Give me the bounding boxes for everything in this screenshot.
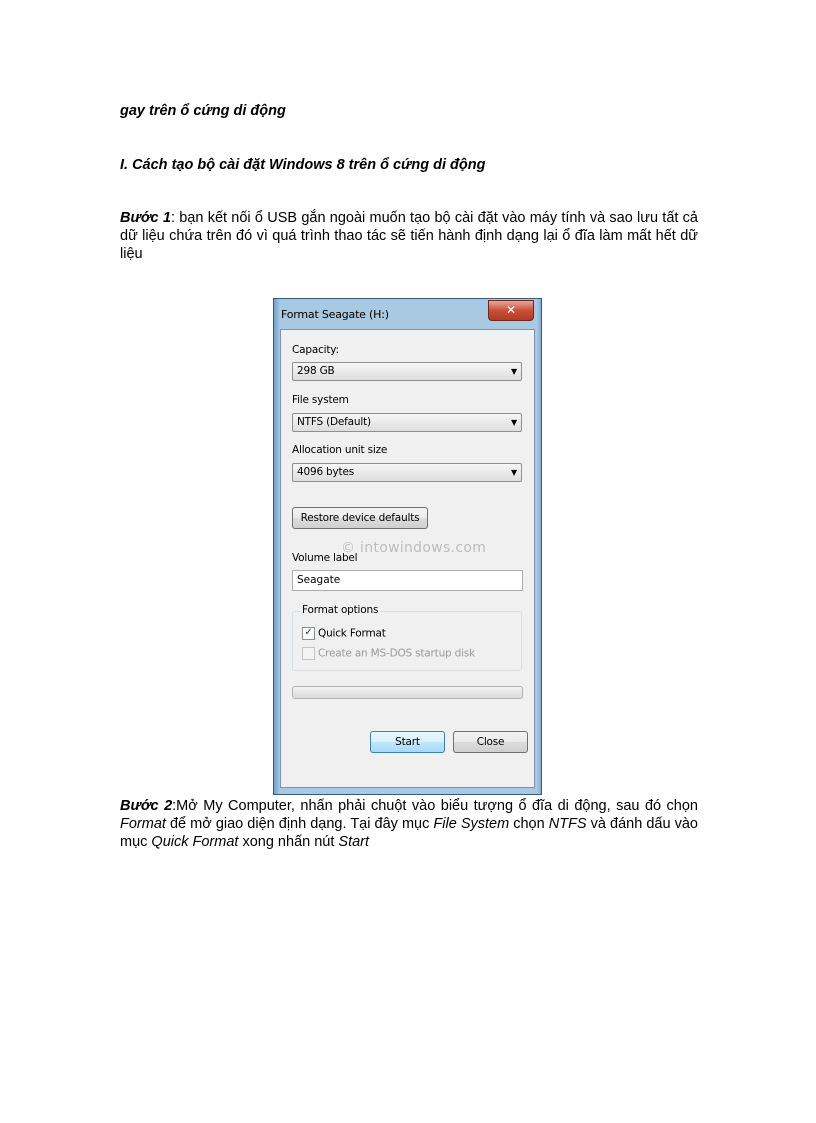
section-title: I. Cách tạo bộ cài đặt Windows 8 trên ổ cứng di động xyxy=(120,157,486,173)
section-heading: gay trên ổ cứng di động xyxy=(120,103,286,119)
capacity-value: 298 GB xyxy=(297,365,335,377)
format-progress-bar xyxy=(292,686,523,699)
capacity-label: Capacity: xyxy=(292,344,339,356)
format-options-group xyxy=(292,604,522,671)
dialog-title-bar xyxy=(274,299,541,329)
format-options-label: Format options xyxy=(302,604,379,616)
allocation-select[interactable] xyxy=(292,463,522,482)
allocation-value: 4096 bytes xyxy=(297,466,354,478)
step2-italic-ntfs: NTFS xyxy=(548,816,587,832)
step1-paragraph xyxy=(120,209,698,263)
capacity-select[interactable] xyxy=(292,362,522,381)
volume-label-label: Volume label xyxy=(292,552,358,564)
dialog-client-area xyxy=(280,329,535,788)
step2-paragraph xyxy=(120,797,698,851)
close-icon[interactable]: ✕ xyxy=(488,300,534,321)
dialog-title: Format Seagate (H:) xyxy=(281,308,389,321)
msdos-startup-checkbox xyxy=(302,647,475,660)
step1-text: : bạn kết nối ổ USB gắn ngoài muốn tạo bộ cài đặt vào máy tính và sao lưu tất cả dữ liệu chứa trên đó vì quá trình thao tác sẽ tiến hành định dạng lại ổ đĩa làm mất hết dữ liệu xyxy=(120,210,698,262)
step2-italic-quick-format: Quick Format xyxy=(151,834,239,850)
file-system-select[interactable] xyxy=(292,413,522,432)
step2-label: Bước 2 xyxy=(120,798,173,814)
quick-format-label: Quick Format xyxy=(318,627,386,640)
start-button[interactable]: Start xyxy=(370,731,445,753)
step2-italic-format: Format xyxy=(120,816,166,832)
chevron-down-icon: ▼ xyxy=(511,418,517,427)
checkbox-empty-icon xyxy=(302,647,315,660)
restore-defaults-button[interactable]: Restore device defaults xyxy=(292,507,428,529)
file-system-label: File system xyxy=(292,394,349,406)
step2-italic-start: Start xyxy=(338,834,370,850)
step2-text-4: và đánh dấu vào mục xyxy=(120,816,698,850)
step2-text-2: để mở giao diện định dạng. Tại đây mục xyxy=(165,816,434,832)
step2-text-3: chọn xyxy=(509,816,549,832)
close-button[interactable]: Close xyxy=(453,731,528,753)
chevron-down-icon: ▼ xyxy=(511,367,517,376)
step2-italic-file-system: File System xyxy=(433,816,510,832)
msdos-startup-label: Create an MS-DOS startup disk xyxy=(318,647,475,660)
allocation-label: Allocation unit size xyxy=(292,444,388,456)
quick-format-checkbox[interactable] xyxy=(302,627,386,640)
step2-text-1: :Mở My Computer, nhấn phải chuột vào biểu tượng ổ đĩa di động, sau đó chọn xyxy=(172,798,698,814)
file-system-value: NTFS (Default) xyxy=(297,416,371,428)
watermark: © intowindows.com xyxy=(341,540,487,556)
step2-text-5: xong nhấn nút xyxy=(238,834,339,850)
volume-label-input[interactable]: Seagate xyxy=(292,570,523,591)
format-dialog xyxy=(273,298,542,795)
checkmark-icon: ✓ xyxy=(302,627,315,640)
chevron-down-icon: ▼ xyxy=(511,468,517,477)
step1-label: Bước 1 xyxy=(120,210,171,226)
